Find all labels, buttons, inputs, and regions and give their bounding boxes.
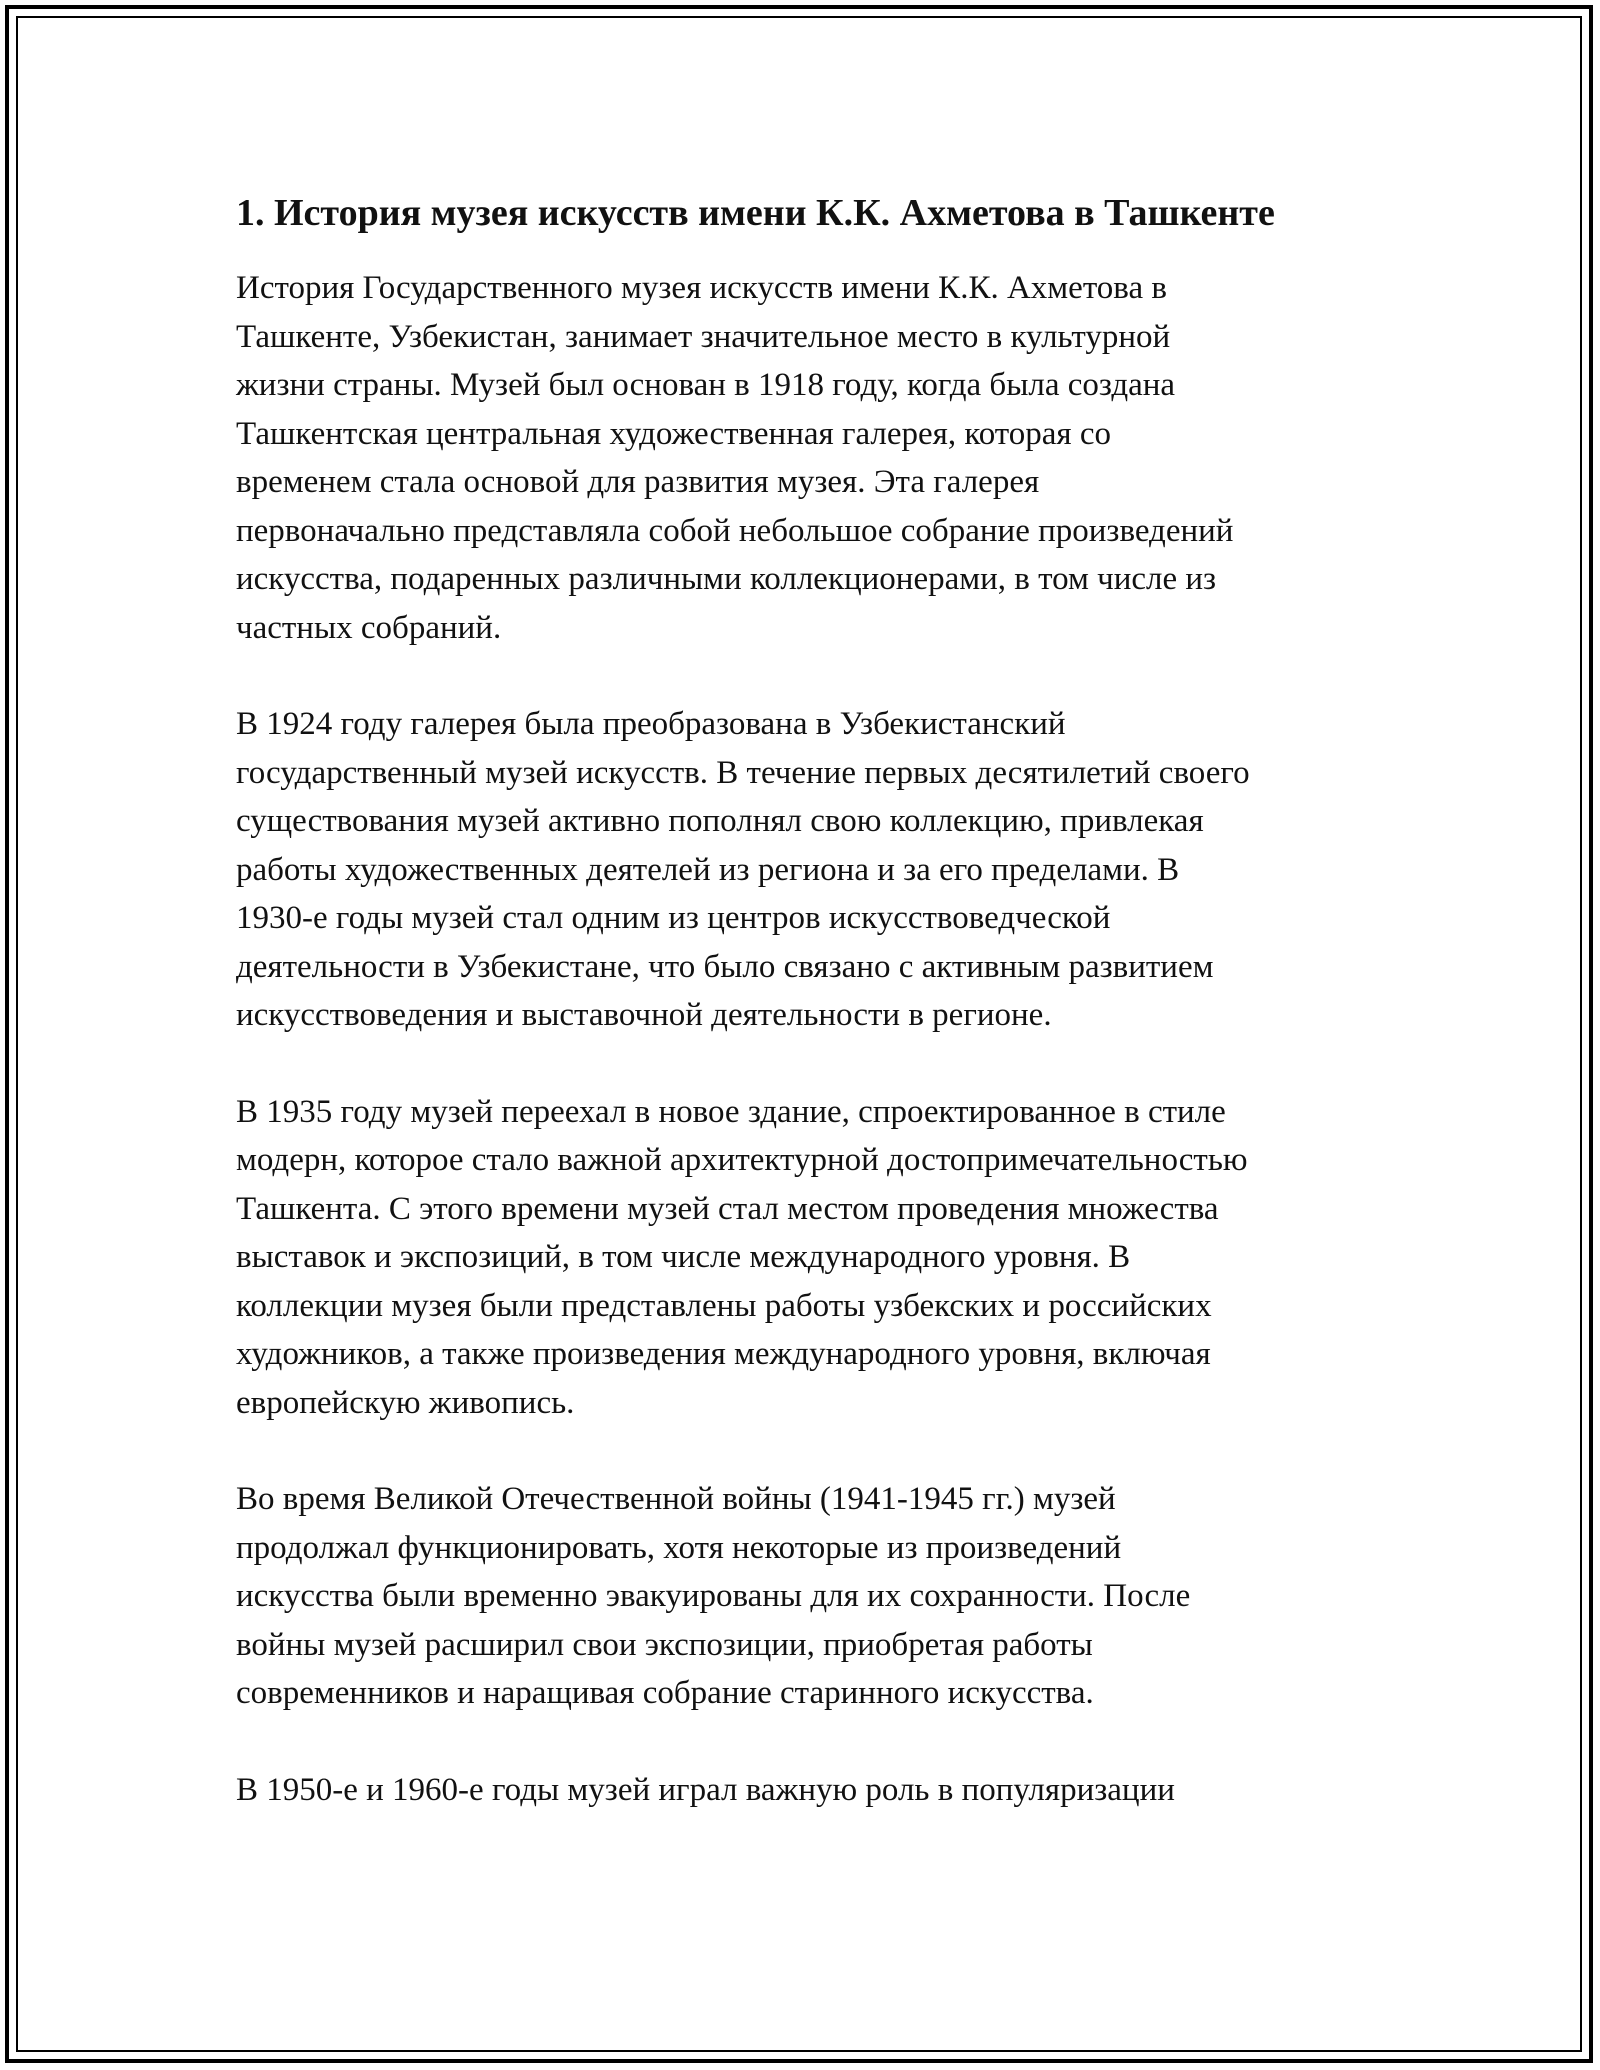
paragraph-1950s: В 1950-е и 1960-е годы музей играл важную роль в популяризации	[236, 1771, 1175, 1808]
paragraph-1935: В 1935 году музей переехал в новое здание, спроектированное в стиле модерн, которое стало важной архитектурной достопримечательностью Ташкента. С этого времени музей стал местом проведения множества выставок и экспозиций, в том числе международного уровня. В коллекции музея были представлены работы узбекских и российских художников, а также произведения международного уровня, включая европейскую живопись.	[236, 1093, 1248, 1421]
document-body	[236, 186, 1386, 1862]
section-heading: 1. История музея искусств имени К.К. Ахметова в Ташкенте	[236, 192, 1275, 234]
paragraph-founding: История Государственного музея искусств имени К.К. Ахметова в Ташкенте, Узбекистан, занимает значительное место в культурной жизни страны. Музей был основан в 1918 году, когда была создана Ташкентская центральная художественная галерея, которая со временем стала основой для развития музея. Эта галерея первоначально представляла собой небольшое собрание произведений искусства, подаренных различными коллекционерами, в том числе из частных собраний.	[236, 270, 1234, 646]
paragraph-war: Во время Великой Отечественной войны (1941-1945 гг.) музей продолжал функционировать, хотя некоторые из произведений искусства были временно эвакуированы для их сохранности. После войны музей расширил свои экспозиции, приобретая работы современников и наращивая собрание старинного искусства.	[236, 1481, 1191, 1711]
paragraph-1924: В 1924 году галерея была преобразована в Узбекистанский государственный музей искусств. В течение первых десятилетий своего существования музей активно пополнял свою коллекцию, привлекая работы художественных деятелей из региона и за его пределами. В 1930-е годы музей стал одним из центров искусствоведческой деятельности в Узбекистане, что было связано с активным развитием искусствоведения и выставочной деятельности в регионе.	[236, 706, 1250, 1033]
